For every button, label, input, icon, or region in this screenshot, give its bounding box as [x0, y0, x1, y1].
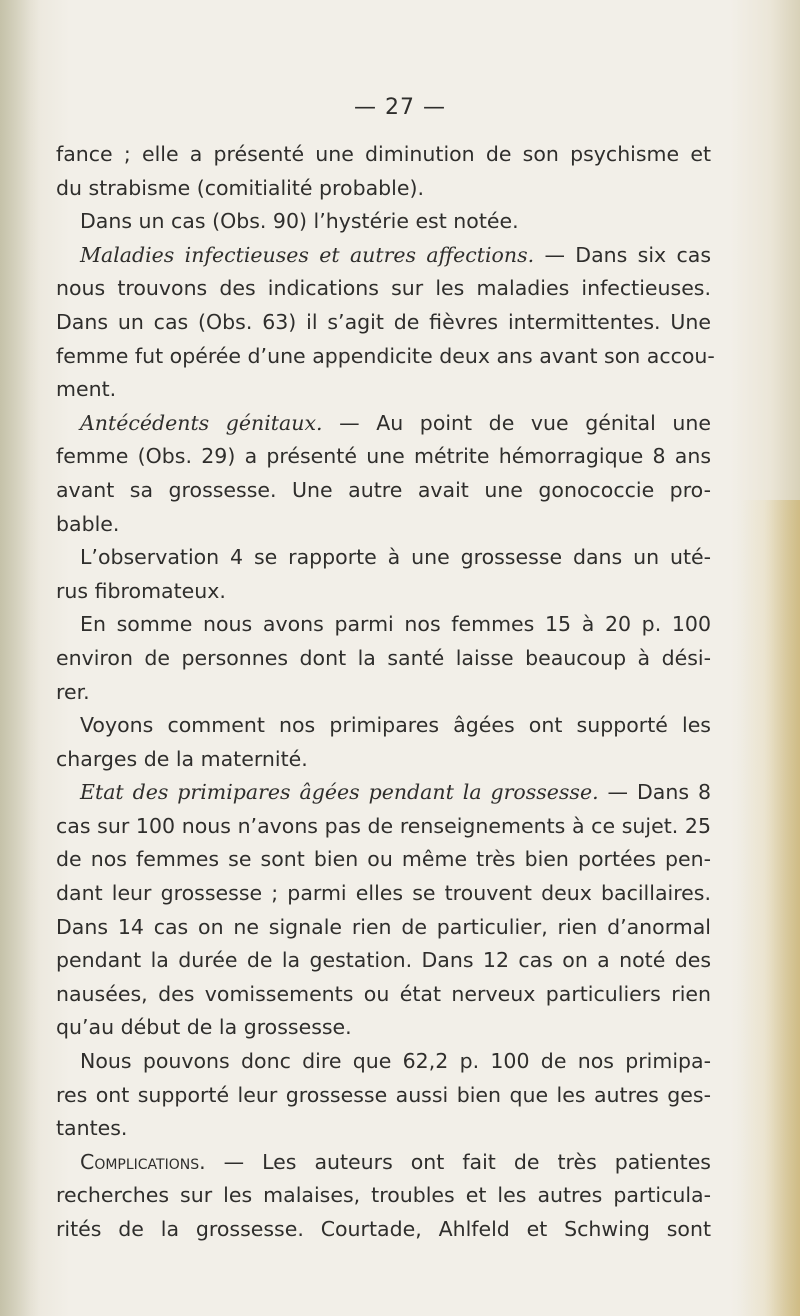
text-line: [56, 138, 711, 172]
text-line-content: femme (Obs. 29) a présenté une métrite hémorragique 8 ans: [56, 444, 711, 469]
text-line-content: qu’au début de la grossesse.: [56, 1015, 352, 1040]
text-line: [56, 272, 711, 306]
text-line: [56, 642, 711, 676]
section-heading: Complications.: [80, 1149, 206, 1174]
text-line: [56, 776, 711, 810]
text-line-content: dant leur grossesse ; parmi elles se trouvent deux bacillaires.: [56, 881, 711, 906]
text-line: [56, 474, 711, 508]
text-line-content: — Dans 8: [598, 780, 711, 805]
text-line: [56, 373, 711, 407]
text-line-content: Nous pouvons donc dire que 62,2 p. 100 de nos primipa-: [80, 1049, 711, 1074]
text-line-content: rus fibromateux.: [56, 578, 226, 603]
body-text: [56, 138, 715, 1247]
text-line: [56, 810, 711, 844]
text-line-content: bable.: [56, 511, 120, 536]
text-line-content: femme fut opérée d’une appendicite deux ans avant son accou-: [56, 343, 715, 368]
text-line-content: Voyons comment nos primipares âgées ont supporté les: [80, 713, 711, 738]
text-line: [56, 1011, 711, 1045]
text-line-content: ment.: [56, 377, 117, 402]
paper-edge-stain-left: [0, 0, 40, 1316]
text-line-content: cas sur 100 nous n’avons pas de renseignements à ce sujet. 25: [56, 813, 711, 838]
text-line-content: pendant la durée de la gestation. Dans 12 cas on a noté des: [56, 948, 711, 973]
text-line-content: environ de personnes dont la santé laisse beaucoup à dési-: [56, 645, 711, 670]
text-line: [56, 239, 711, 273]
text-line: [56, 440, 711, 474]
text-line-content: tantes.: [56, 1116, 128, 1141]
text-line-content: rer.: [56, 679, 90, 704]
text-line: [56, 978, 711, 1012]
text-line: [56, 172, 711, 206]
text-line: [56, 944, 711, 978]
text-line-content: Dans un cas (Obs. 90) l’hystérie est notée.: [80, 209, 519, 234]
page-number: — 27 —: [354, 95, 446, 120]
text-line: [56, 1179, 711, 1213]
text-line-content: avant sa grossesse. Une autre avait une gonococcie pro-: [56, 477, 711, 502]
text-line-content: Dans 14 cas on ne signale rien de particulier, rien d’anormal: [56, 914, 711, 939]
text-line-content: du strabisme (comitialité probable).: [56, 175, 424, 200]
text-line-content: Dans un cas (Obs. 63) il s’agit de fièvres intermittentes. Une: [56, 309, 711, 334]
text-line-content: — Au point de vue génital une: [322, 410, 711, 435]
text-line-content: — Dans six cas: [534, 242, 712, 267]
text-line: [56, 877, 711, 911]
text-line-content: res ont supporté leur grossesse aussi bien que les autres ges-: [56, 1082, 711, 1107]
text-line-content: En somme nous avons parmi nos femmes 15 à 20 p. 100: [80, 612, 711, 637]
text-line-content: fance ; elle a présenté une diminution de son psychisme et: [56, 142, 711, 166]
text-line-content: recherches sur les malaises, troubles et les autres particula-: [56, 1183, 711, 1208]
text-line: [56, 508, 711, 542]
text-line: [56, 1112, 711, 1146]
text-line-content: nous trouvons des indications sur les maladies infectieuses.: [56, 276, 711, 301]
text-line: [56, 340, 715, 374]
text-line: [56, 541, 711, 575]
section-heading-italic: Antécédents génitaux.: [80, 410, 323, 435]
text-line: [56, 608, 711, 642]
text-line: [56, 843, 711, 877]
text-line: [56, 1213, 711, 1247]
text-line: [56, 911, 711, 945]
text-line: [56, 1079, 711, 1113]
paper-edge-stain-right: [740, 500, 800, 1316]
text-line-content: rités de la grossesse. Courtade, Ahlfeld et Schwing sont: [56, 1217, 711, 1241]
text-line-content: nausées, des vomissements ou état nerveux particuliers rien: [56, 981, 711, 1006]
text-line-content: L’observation 4 se rapporte à une grossesse dans un uté-: [80, 545, 711, 570]
text-line-content: — Les auteurs ont fait de très patientes: [205, 1149, 711, 1174]
text-line: [56, 743, 711, 777]
text-line: [56, 709, 711, 743]
text-line: [56, 1146, 711, 1180]
text-line: [56, 1045, 711, 1079]
text-line-content: de nos femmes se sont bien ou même très bien portées pen-: [56, 847, 711, 872]
text-line: [56, 575, 711, 609]
text-line: [56, 407, 711, 441]
section-heading-italic: Etat des primipares âgées pendant la grossesse.: [80, 780, 599, 805]
section-heading-italic: Maladies infectieuses et autres affections.: [80, 242, 535, 267]
text-line: [56, 676, 711, 710]
text-line: [56, 306, 711, 340]
text-line-content: charges de la maternité.: [56, 746, 308, 771]
text-line: [56, 205, 711, 239]
